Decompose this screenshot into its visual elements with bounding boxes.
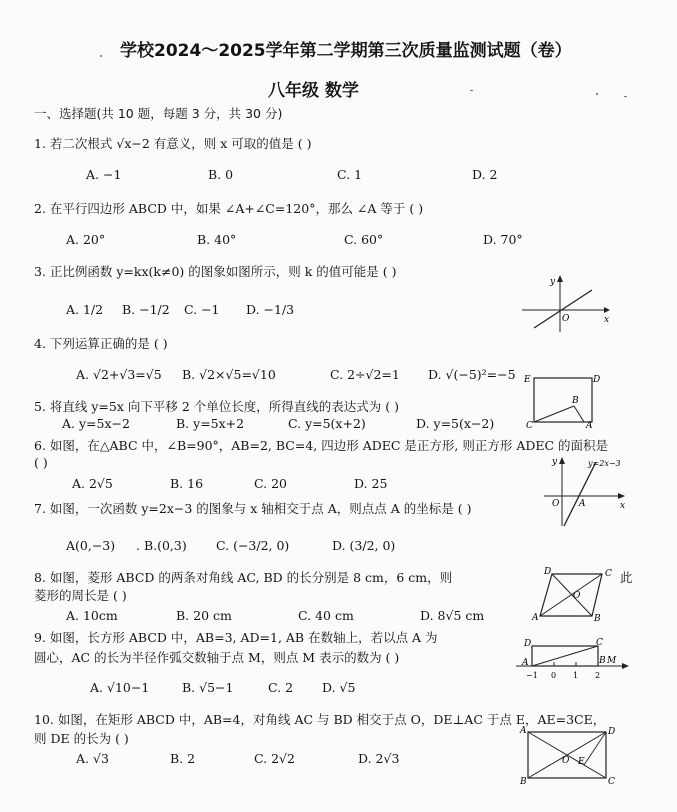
question-3-option-a: A. 1/2 xyxy=(66,302,104,317)
exam-subtitle: 八年级 数学 xyxy=(268,81,359,101)
question-2-stem: 2. 在平行四边形 ABCD 中，如果 ∠A+∠C=120°，那么 ∠A 等于 ( ) xyxy=(34,201,424,216)
question-6-option-d: D. 25 xyxy=(354,476,388,491)
fig8-label-a: A xyxy=(532,613,539,622)
fig8-label-o: O xyxy=(573,591,581,601)
question-2-option-b: B. 40° xyxy=(197,232,237,247)
fig9-label-a: A xyxy=(522,658,529,668)
question-2-option-d: D. 70° xyxy=(483,232,523,247)
question-4-option-a: A. √2+√3=√5 xyxy=(76,367,162,382)
question-9-stem-2: 圆心，AC 的长为半径作弧交数轴于点 M，则点 M 表示的数为 ( ) xyxy=(34,650,400,665)
question-6-stem: 6. 如图，在△ABC 中，∠B=90°，AB=2, BC=4, 四边形 ADEC 是正方形, 则正方形 ADEC 的面积是 xyxy=(34,438,609,453)
fig7-label-o: O xyxy=(552,499,560,509)
fig9-label-c: C xyxy=(596,638,603,648)
question-8-option-a: A. 10cm xyxy=(66,608,118,623)
question-6-option-c: C. 20 xyxy=(254,476,287,491)
fig10-label-b: B xyxy=(520,777,527,786)
question-9-option-d: D. √5 xyxy=(322,680,356,695)
question-6-option-b: B. 16 xyxy=(170,476,204,491)
question-2-option-c: C. 60° xyxy=(344,232,384,247)
question-9-option-c: C. 2 xyxy=(268,680,294,695)
question-4-option-d: D. √(−5)²=−5 xyxy=(428,367,516,382)
question-10-figure xyxy=(518,724,618,786)
fig9-label-d: D xyxy=(524,639,532,649)
fig9-label-m: M xyxy=(607,656,617,666)
question-10-stem: 10. 如图，在矩形 ABCD 中，AB=4，对角线 AC 与 BD 相交于点 O，DE⊥AC 于点 E，AE=3CE， xyxy=(34,712,606,727)
question-9-option-a: A. √10−1 xyxy=(90,680,150,695)
scan-speck xyxy=(596,93,598,95)
question-4-option-c: C. 2÷√2=1 xyxy=(330,367,400,382)
question-4-option-b: B. √2×√5=√10 xyxy=(182,367,276,382)
exam-title: 学校2024～2025学年第二学期第三次质量监测试题（卷） xyxy=(120,41,572,61)
question-2-option-a: A. 20° xyxy=(66,232,106,247)
fig9-tick-2: 2 xyxy=(595,671,601,680)
fig9-label-b: B xyxy=(599,656,606,666)
question-8-option-b: B. 20 cm xyxy=(176,608,232,623)
fig7-label-y: y xyxy=(552,457,558,467)
fig10-label-e: E xyxy=(578,757,585,767)
question-1-option-d: D. 2 xyxy=(472,167,498,182)
question-10-stem-2: 则 DE 的长为 ( ) xyxy=(34,731,129,746)
scan-speck xyxy=(100,55,102,57)
fig6-label-d: D xyxy=(593,375,601,385)
question-3-option-d: D. −1/3 xyxy=(246,302,295,317)
fig9-tick-neg1: −1 xyxy=(526,671,538,680)
question-1-stem: 1. 若二次根式 √x−2 有意义，则 x 可取的值是 ( ) xyxy=(34,136,312,151)
fig3-label-y: y xyxy=(550,277,556,287)
fig7-label-line: y=2x−3 xyxy=(588,459,621,468)
question-8-option-d: D. 8√5 cm xyxy=(420,608,485,623)
question-1-option-a: A. −1 xyxy=(86,167,122,182)
question-7-figure xyxy=(540,454,630,530)
question-5-option-c: C. y=5(x+2) xyxy=(288,416,366,431)
question-9-option-b: B. √5−1 xyxy=(182,680,234,695)
question-3-figure xyxy=(520,272,612,336)
scan-speck xyxy=(624,96,627,97)
fig8-label-b: B xyxy=(594,614,601,622)
question-3-option-b: B. −1/2 xyxy=(122,302,170,317)
question-7-option-b: . B.(0,3) xyxy=(136,538,187,553)
fig10-label-c: C xyxy=(608,777,615,786)
question-10-option-d: D. 2√3 xyxy=(358,751,400,766)
question-5-option-a: A. y=5x−2 xyxy=(62,416,130,431)
question-8-stem-tail: 此 xyxy=(620,570,633,585)
question-10-option-c: C. 2√2 xyxy=(254,751,295,766)
fig6-label-a: A xyxy=(586,421,593,428)
fig8-label-c: C xyxy=(605,569,612,579)
fig6-label-c: C xyxy=(526,421,533,428)
question-5-option-b: B. y=5x+2 xyxy=(176,416,245,431)
question-7-option-c: C. (−3/2, 0) xyxy=(216,538,290,553)
fig9-tick-0: 0 xyxy=(551,671,557,680)
fig10-label-a: A xyxy=(520,726,527,736)
question-10-option-a: A. √3 xyxy=(76,751,109,766)
question-9-stem: 9. 如图，长方形 ABCD 中，AB=3, AD=1, AB 在数轴上，若以点 A 为 xyxy=(34,630,438,645)
question-9-figure xyxy=(514,636,632,682)
fig10-label-o: O xyxy=(562,756,570,766)
question-3-stem: 3. 正比例函数 y=kx(k≠0) 的图象如图所示，则 k 的值可能是 ( ) xyxy=(34,264,397,279)
question-6-figure xyxy=(522,368,602,428)
question-7-option-a: A(0,−3) xyxy=(66,538,116,553)
fig6-label-e: E xyxy=(524,375,531,385)
question-1-option-b: B. 0 xyxy=(208,167,234,182)
question-6-option-a: A. 2√5 xyxy=(72,476,113,491)
question-10-option-b: B. 2 xyxy=(170,751,196,766)
fig3-label-o: O xyxy=(562,314,570,324)
question-7-stem: 7. 如图，一次函数 y=2x−3 的图象与 x 轴相交于点 A，则点点 A 的坐标是 ( ) xyxy=(34,501,472,516)
fig8-label-d: D xyxy=(544,567,552,577)
fig3-label-x: x xyxy=(604,315,610,325)
question-4-stem: 4. 下列运算正确的是 ( ) xyxy=(34,336,168,351)
fig7-label-x: x xyxy=(620,501,626,511)
question-8-stem: 8. 如图，菱形 ABCD 的两条对角线 AC, BD 的长分别是 8 cm，6 cm，则 xyxy=(34,570,453,585)
fig10-label-d: D xyxy=(608,727,616,737)
question-7-option-d: D. (3/2, 0) xyxy=(332,538,396,553)
question-5-stem: 5. 将直线 y=5x 向下平移 2 个单位长度，所得直线的表达式为 ( ) xyxy=(34,399,399,414)
fig9-tick-1: 1 xyxy=(573,671,579,680)
question-8-option-c: C. 40 cm xyxy=(298,608,354,623)
section-heading: 一、选择题(共 10 题，每题 3 分，共 30 分) xyxy=(34,106,283,121)
scan-speck xyxy=(470,90,473,91)
question-6-stem-2: ( ) xyxy=(34,455,48,470)
fig7-label-a: A xyxy=(579,499,586,509)
question-8-figure xyxy=(530,564,620,622)
fig6-label-b: B xyxy=(572,396,579,406)
question-8-stem-2: 菱形的周长是 ( ) xyxy=(34,588,127,603)
question-5-option-d: D. y=5(x−2) xyxy=(416,416,495,431)
question-3-option-c: C. −1 xyxy=(184,302,220,317)
question-1-option-c: C. 1 xyxy=(337,167,363,182)
